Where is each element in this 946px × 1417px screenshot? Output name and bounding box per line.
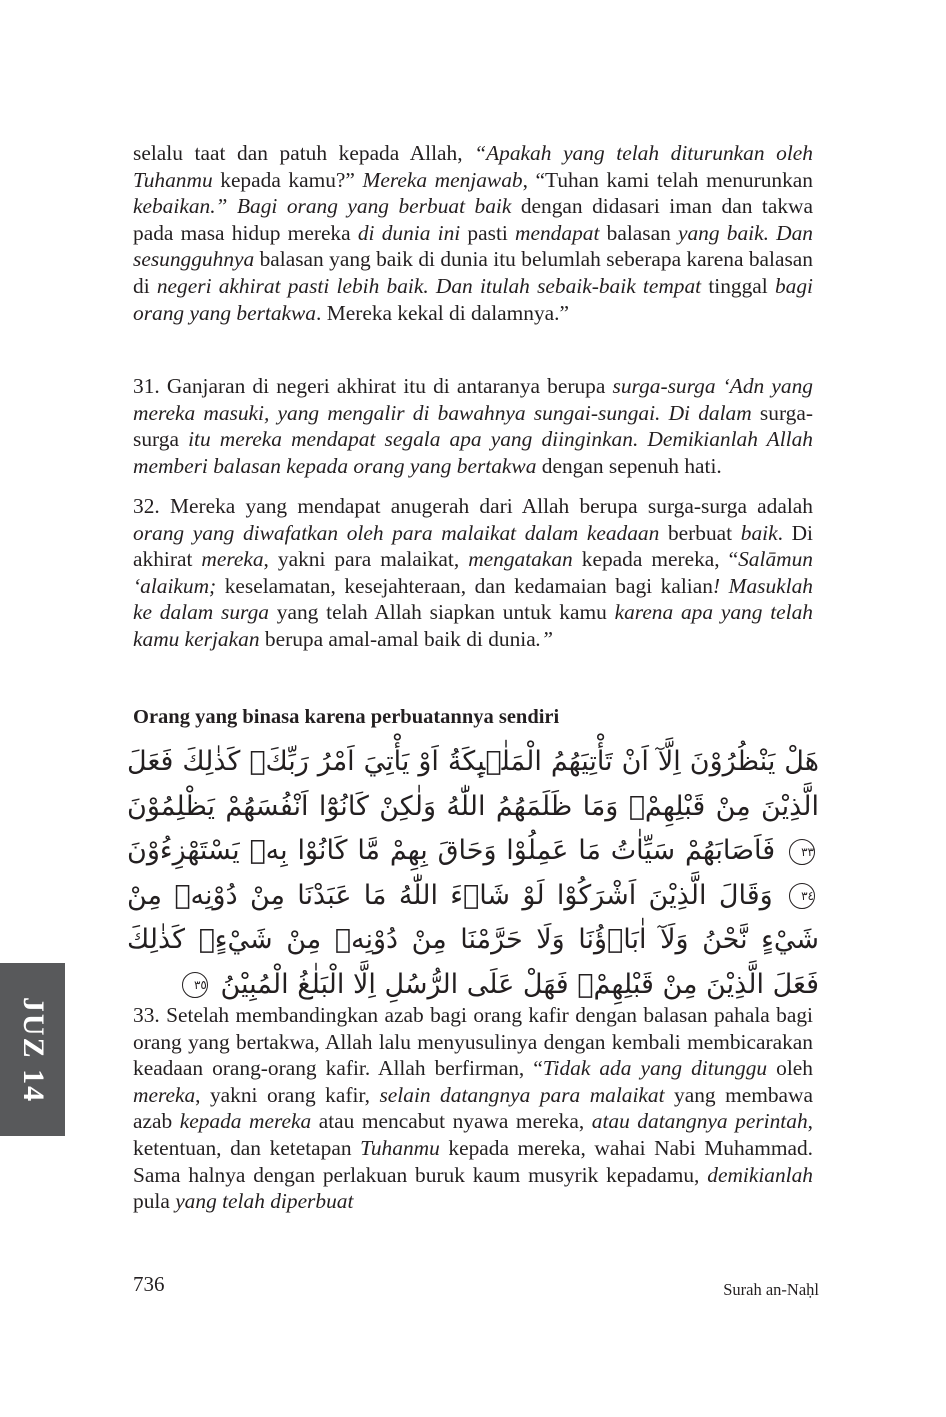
italic-run: Tidak ada yang ditunggu [542, 1056, 768, 1081]
italic-run: mendapat [515, 220, 600, 245]
ayah-number-marker: ٣٥ [182, 972, 208, 998]
paragraph-continuation [133, 140, 813, 326]
text-run: . Mereka kekal di dalamnya.” [316, 300, 570, 325]
italic-run: bagi orang yang bertakwa [133, 273, 813, 325]
text-run: keselamatan, kesejahteraan, dan kedamaian bagi kalian [216, 573, 713, 598]
text-run: surga-surga [133, 400, 813, 452]
text-run: pula [133, 1189, 176, 1214]
italic-run: atau datangnya perintah [591, 1109, 808, 1134]
text-run: dengan sepenuh hati. [536, 453, 722, 478]
text-run: selalu taat dan patuh kepada Allah, [133, 141, 475, 165]
text-run: yang membawa azab [133, 1082, 813, 1134]
italic-run: surga-surga ‘Adn yang mereka masuki, yang mengalir di bawahnya sungai-sungai. Di dalam [133, 374, 813, 425]
text-run: balasan yang baik di dunia itu belumlah seberapa karena balasan di [133, 247, 813, 298]
arabic-verse-34: فَاَصَابَهُمْ سَيِّاٰتُ مَا عَمِلُوْا وَحَاقَ بِهِمْ مَّا كَانُوْا بِهٖ يَسْتَهْزِءُوْنَ [127, 835, 776, 866]
italic-run: mereka [133, 1082, 196, 1107]
italic-run: demikianlah [707, 1162, 813, 1187]
italic-run: “Apakah yang telah diturunkan oleh Tuhanmu [133, 141, 813, 192]
italic-run: mengatakan [468, 547, 573, 572]
text-run: berupa amal-amal baik di dunia [259, 626, 536, 651]
italic-run: itu mereka mendapat segala apa yang diinginkan. Demikianlah Allah memberi balasan kepada orang yang bertakwa [133, 427, 814, 478]
italic-run: negeri akhirat pasti lebih baik. Dan itulah sebaik-baik tempat [156, 273, 702, 298]
italic-run: di dunia ini [357, 220, 461, 245]
text-run: yang telah Allah siapkan untuk kamu [268, 600, 615, 625]
juz-label: JUZ 14 [16, 996, 50, 1103]
ayah-number-marker: ٣٣ [789, 839, 815, 865]
italic-run: yang telah diperbuat [175, 1189, 354, 1214]
text-run: . Di akhirat [133, 520, 813, 572]
italic-run: .” [535, 626, 553, 651]
paragraph-32 [133, 493, 813, 653]
paragraph-33 [133, 1002, 813, 1215]
text-run: , “Tuhan kami telah menurunkan [522, 167, 813, 192]
text-run: 32. Mereka yang mendapat anugerah dari Allah berupa surga-surga adalah [133, 494, 813, 518]
text-run: 33. Setelah membandingkan azab bagi orang kafir dengan balasan pahala bagi orang yang bertakwa, Allah lalu menyusulinya dengan kembali membicarakan keadaan orang-orang kafir. Allah berfirman, “ [133, 1003, 813, 1081]
arabic-verses [127, 740, 819, 1007]
italic-run: Salāmun ‘alaikum; [133, 547, 813, 598]
italic-run: karena apa yang telah kamu kerjakan [133, 600, 813, 651]
text-run: berbuat [659, 520, 741, 545]
arabic-verse-35: وَقَالَ الَّذِيْنَ اَشْرَكُوْا لَوْ شَاۤءَ اللّٰهُ مَا عَبَدْنَا مِنْ دُوْنِهٖ مِنْ شَيْءٍ نَّحْنُ وَلَآ اٰبَاۤؤُنَا وَلَا حَرَّمْنَا مِنْ دُوْنِهٖ مِنْ شَيْءٍۗ كَذٰلِكَ فَعَلَ الَّذِيْنَ مِنْ قَبْلِهِمْۚ فَهَلْ عَلَى الرُّسُلِ اِلَّا الْبَلٰغُ الْمُبِيْنُ [127, 879, 819, 1000]
text-run: dengan didasari iman dan takwa pada masa hidup mereka [133, 194, 813, 245]
italic-run: mereka [201, 547, 264, 572]
text-run: atau mencabut nyawa mereka, [311, 1109, 592, 1134]
italic-run: kepada mereka [179, 1109, 312, 1134]
italic-run: Tuhanmu [360, 1135, 440, 1160]
arabic-verse-33: هَلْ يَنْظُرُوْنَ اِلَّآ اَنْ تَأْتِيَهُمُ الْمَلٰۤىِٕكَةُ اَوْ يَأْتِيَ اَمْرُ رَبِّكَۗ كَذٰلِكَ فَعَلَ الَّذِيْنَ مِنْ قَبْلِهِمْۗ وَمَا ظَلَمَهُمُ اللّٰهُ وَلٰكِنْ كَانُوْٓا اَنْفُسَهُمْ يَظْلِمُوْنَ [127, 746, 819, 822]
running-footer-surah: Surah an-Naḥl [723, 1280, 819, 1299]
text-run: , yakni para malaikat, [263, 547, 469, 572]
ayah-number-marker: ٣٤ [789, 883, 815, 909]
text-run: oleh [767, 1056, 813, 1081]
italic-run: selain datangnya para malaikat [379, 1082, 665, 1107]
text-run: 31. Ganjaran di negeri akhirat itu di antaranya berupa [133, 374, 613, 398]
section-heading: Orang yang binasa karena perbuatannya sendiri [133, 706, 560, 728]
text-run: , yakni orang kafir, [195, 1082, 380, 1107]
italic-run: Mereka menjawab [362, 167, 523, 192]
italic-run: yang baik. Dan sesungguhnya [133, 220, 813, 272]
text-run: balasan [599, 220, 678, 245]
text-run: , ketentuan, dan ketetapan [133, 1109, 813, 1160]
italic-run: baik [740, 520, 778, 545]
text-run: kepada mereka, wahai Nabi Muhammad. Sama halnya dengan perlakuan buruk kaum musyrik kepadamu, [133, 1135, 814, 1187]
paragraph-31 [133, 373, 813, 479]
text-run: tinggal [701, 273, 775, 298]
text-run: kepada kamu?” [212, 167, 363, 192]
juz-side-tab [0, 963, 65, 1136]
text-run: kepada mereka, “ [572, 547, 739, 572]
text-run: pasti [460, 220, 516, 245]
italic-run: ! Masuklah ke dalam surga [133, 573, 813, 625]
italic-run: orang yang diwafatkan oleh para malaikat dalam keadaan [133, 520, 660, 545]
italic-run: kebaikan.” Bagi orang yang berbuat baik [133, 194, 512, 219]
page-number: 736 [133, 1272, 165, 1296]
